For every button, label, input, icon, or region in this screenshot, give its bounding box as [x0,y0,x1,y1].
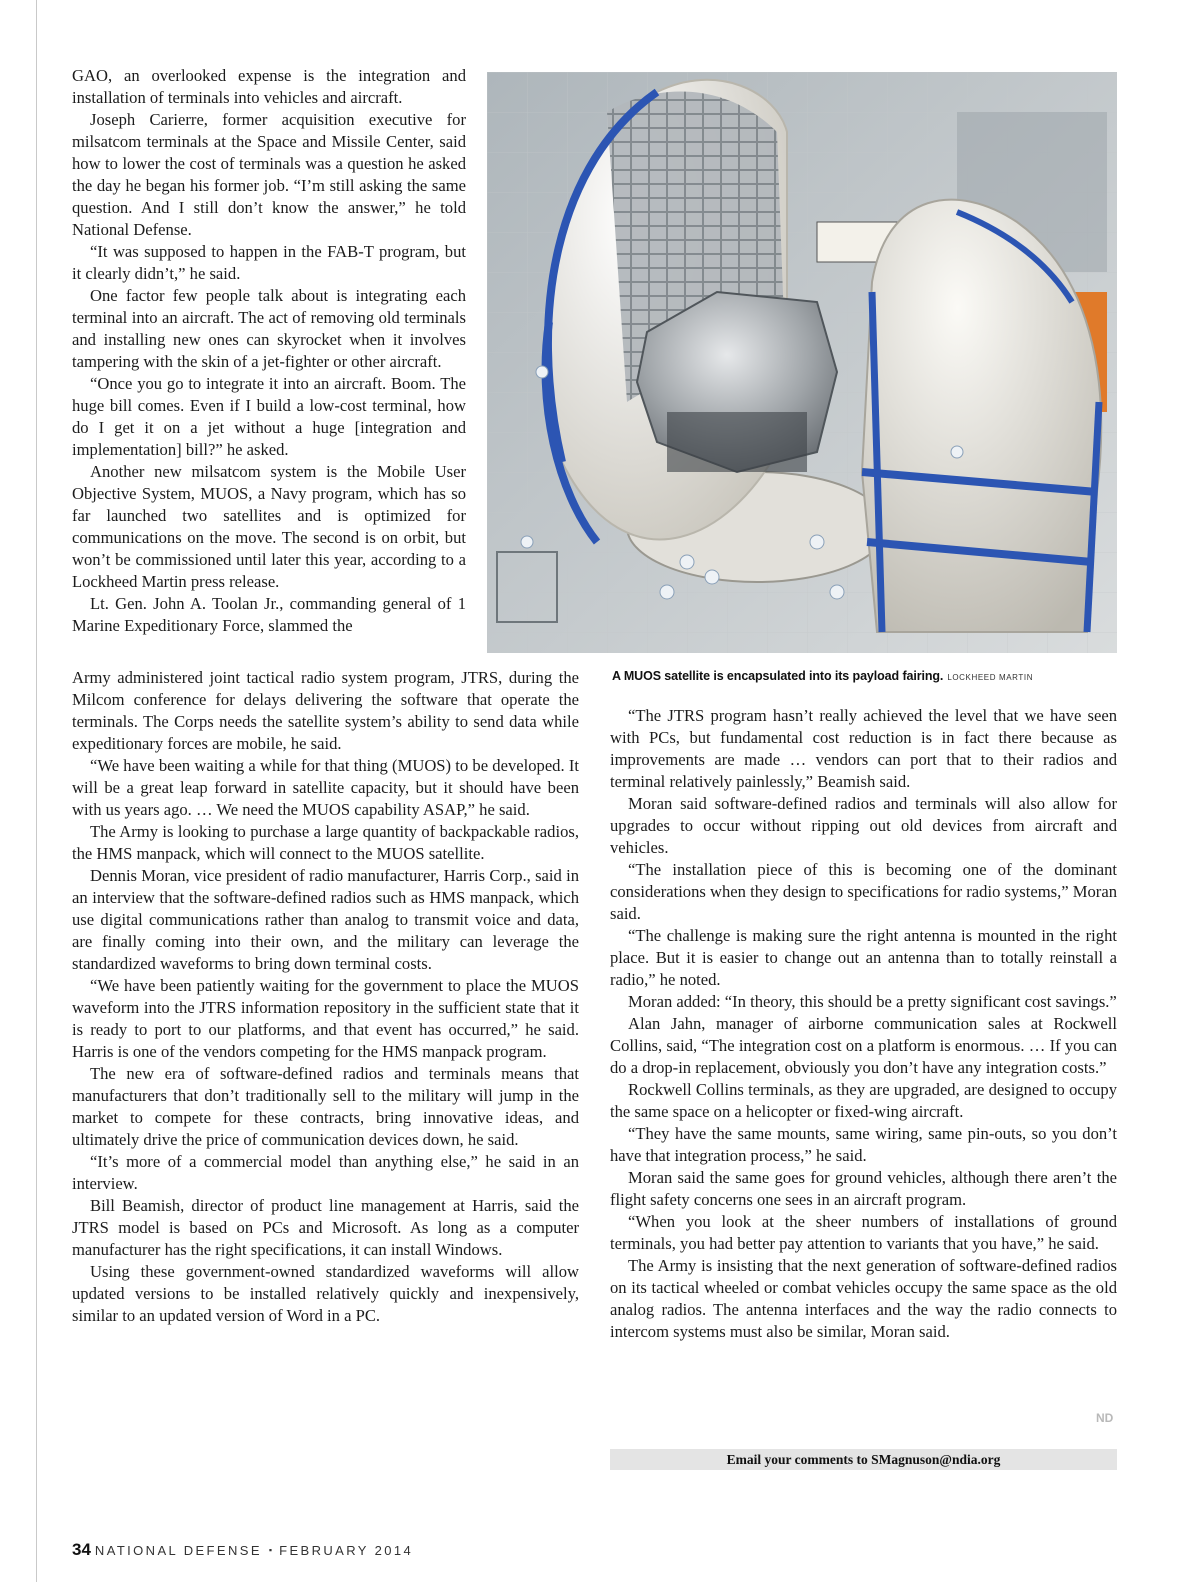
paragraph: Lt. Gen. John A. Toolan Jr., commanding general of 1 Marine Expeditionary Force, slammed the [72,594,466,635]
publication-name: NATIONAL DEFENSE [94,1543,262,1558]
caption-text: A MUOS satellite is encapsulated into its payload fairing. [612,669,944,683]
paragraph: Bill Beamish, director of product line management at Harris, said the JTRS model is based on PCs and Microsoft. As long as a computer manufacturer has the right specifications, it can install Windows. [72,1196,579,1259]
end-of-article-mark: ND [1096,1411,1114,1425]
paragraph: Moran said the same goes for ground vehicles, although there aren’t the flight safety concerns one sees in an aircraft program. [610,1168,1117,1209]
paragraph: The Army is insisting that the next generation of software-defined radios on its tactical wheeled or combat vehicles occupy the same space as the old analog radios. The antenna interfaces and the way the radio connects to intercom systems must also be similar, Moran said. [610,1256,1117,1341]
paragraph: “It was supposed to happen in the FAB-T program, but it clearly didn’t,” he said. [72,242,466,283]
paragraph: “We have been waiting a while for that thing (MUOS) to be developed. It will be a great leap forward in satellite capacity, but it should have been with us years ago. … We need the MUOS capability ASAP,” he said. [72,756,579,819]
paragraph: The Army is looking to purchase a large quantity of backpackable radios, the HMS manpack, which will connect to the MUOS satellite. [72,822,579,863]
paragraph: “The JTRS program hasn’t really achieved the level that we have seen with PCs, but fundamental cost reduction is in fact there because as improvements are made … vendors can port that to their radios and terminal relatively painlessly,” Beamish said. [610,706,1117,791]
email-prefix: Email your comments to [726,1452,872,1467]
email-address-link[interactable]: SMagnuson@ndia.org [871,1452,1001,1467]
paragraph: Another new milsatcom system is the Mobile User Objective System, MUOS, a Navy program, which has so far launched two satellites and is optimized for communications on the move. The second is on orbit, but won’t be commissioned until later this year, according to a Lockheed Martin press release. [72,462,466,591]
photo-credit: LOCKHEED MARTIN [947,673,1034,682]
email-comments-bar [610,1449,1117,1470]
paragraph: “They have the same mounts, same wiring, same pin-outs, so you don’t have that integration process,” he said. [610,1124,1117,1165]
paragraph: “It’s more of a commercial model than anything else,” he said in an interview. [72,1152,579,1193]
paragraph: “Once you go to integrate it into an aircraft. Boom. The huge bill comes. Even if I build a low-cost terminal, how do I get it on a jet without a huge [integration and implementation] bill?” he asked. [72,374,466,459]
paragraph: Rockwell Collins terminals, as they are upgraded, are designed to occupy the same space on a helicopter or fixed-wing aircraft. [610,1080,1117,1121]
paragraph: “The challenge is making sure the right antenna is mounted in the right place. But it is easier to change out an antenna than to totally reinstall a radio,” he noted. [610,926,1117,989]
paragraph: The new era of software-defined radios and terminals means that manufacturers that don’t traditionally sell to the military will jump in the market to compete for these contracts, bring innovative ideas, and ultimately drive the price of communication devices down, he said. [72,1064,579,1149]
paragraph: Moran added: “In theory, this should be a pretty significant cost savings.” [628,992,1117,1011]
paragraph: “We have been patiently waiting for the government to place the MUOS waveform into the JTRS information repository in the sufficient state that it is ready to port to our platforms, and that event has occurred,” he said. Harris is one of the vendors competing for the HMS manpack program. [72,976,579,1061]
paragraph: One factor few people talk about is integrating each terminal into an aircraft. The act of removing old terminals and installing new ones can skyrocket when it involves tampering with the skin of a jet-fighter or other aircraft. [72,286,466,371]
page-number: 34 [72,1540,91,1559]
paragraph: Dennis Moran, vice president of radio manufacturer, Harris Corp., said in an interview that the software-defined radios such as HMS manpack, which use digital communications rather than analog to transmit voice and data, are finally coming into their own, and the military can leverage the standardized waveforms to bring down terminal costs. [72,866,579,973]
issue-date: FEBRUARY 2014 [279,1543,414,1558]
page-footer [72,1540,413,1560]
paragraph: Alan Jahn, manager of airborne communication sales at Rockwell Collins, said, “The integration cost on a platform is enormous. … If you can do a drop-in replacement, obviously you don’t have any integration costs.” [610,1014,1117,1077]
article-column-right [610,705,1117,1343]
paragraph: Moran said software-defined radios and terminals will also allow for upgrades to occur without ripping out old devices from aircraft and vehicles. [610,794,1117,857]
page-margin-rule [36,0,37,1582]
paragraph: Using these government-owned standardized waveforms will allow updated versions to be installed relatively quickly and inexpensively, similar to an updated version of Word in a PC. [72,1262,579,1325]
photo-caption [612,669,1117,683]
footer-separator: ▪ [268,1545,273,1555]
paragraph: Joseph Carierre, former acquisition executive for milsatcom terminals at the Space and Missile Center, said how to lower the cost of terminals was a question he asked the day he began his former job. “I’m still asking the same question. And I still don’t know the answer,” he told National Defense. [72,110,466,239]
paragraph: “The installation piece of this is becoming one of the dominant considerations when they design to specifications for radio systems,” Moran said. [610,860,1117,923]
paragraph: Army administered joint tactical radio system program, JTRS, during the Milcom conference for delays delivering the software that operate the terminals. The Corps needs the satellite system’s ability to send data while expeditionary forces are mobile, he said. [72,668,579,753]
paragraph: GAO, an overlooked expense is the integration and installation of terminals into vehicles and aircraft. [72,66,466,107]
paragraph: “When you look at the sheer numbers of installations of ground terminals, you had better pay attention to variants that you have,” he said. [610,1212,1117,1253]
article-column-bottom-left [72,667,579,1327]
muos-satellite-photo [487,72,1117,653]
article-column-top-left [72,65,466,637]
